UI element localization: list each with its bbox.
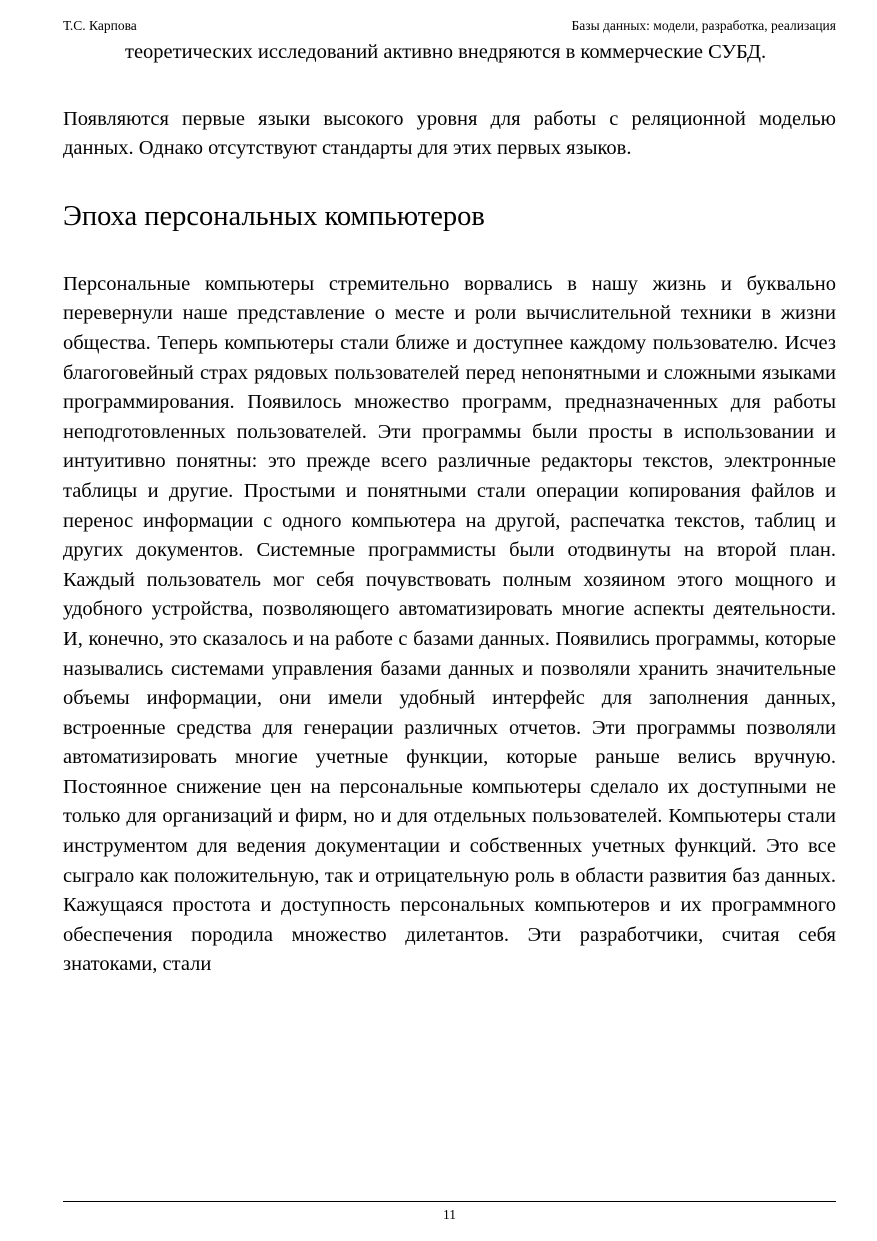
footer-divider <box>63 1201 836 1202</box>
page-number: 11 <box>443 1207 456 1222</box>
running-header <box>63 16 836 36</box>
paragraph-personal-computers: Персональные компьютеры стремительно ворвались в нашу жизнь и буквально перевернули наше представление о месте и роли вычислительной техники в жизни общества. Теперь компьютеры стали ближе и доступнее каждому пользователю. Исчез благоговейный страх рядовых пользователей перед непонятными и сложными языками программирования. Появилось множество программ, предназначенных для работы неподготовленных пользователей. Эти программы были просты в использовании и интуитивно понятны: это прежде всего различные редакторы текстов, электронные таблицы и другие. Простыми и понятными стали операции копирования файлов и перенос информации с одного компьютера на другой, распечатка текстов, таблиц и других документов. Системные программисты были отодвинуты на второй план. Каждый пользователь мог себя почувствовать полным хозяином этого мощного и удобного устройства, позволяющего автоматизировать многие аспекты деятельности. И, конечно, это сказалось и на работе с базами данных. Появились программы, которые назывались системами управления базами данных и позволяли хранить значительные объемы информации, они имели удобный интерфейс для заполнения данных, встроенные средства для генерации различных отчетов. Эти программы позволяли автоматизировать многие учетные функции, которые раньше велись вручную. Постоянное снижение цен на персональные компьютеры сделало их доступными не только для организаций и фирм, но и для отдельных пользователей. Компьютеры стали инструментом для ведения документации и собственных учетных функций. Это все сыграло как положительную, так и отрицательную роль в области развития баз данных. Кажущаяся простота и доступность персональных компьютеров и их программного обеспечения породила множество дилетантов. Эти разработчики, считая себя знатоками, стали <box>63 272 836 976</box>
section-heading: Эпоха персональных компьютеров <box>63 200 485 232</box>
list-item-continuation: теоретических исследований активно внедряются в коммерческие СУБД. <box>125 41 767 63</box>
header-author: Т.С. Карпова <box>63 18 137 33</box>
paragraph-high-level-languages: Появляются первые языки высокого уровня для работы с реляционной моделью данных. Однако отсутствуют стандарты для этих первых языков. <box>63 107 836 160</box>
page-content <box>63 38 836 980</box>
header-book-title: Базы данных: модели, разработка, реализация <box>571 18 836 33</box>
